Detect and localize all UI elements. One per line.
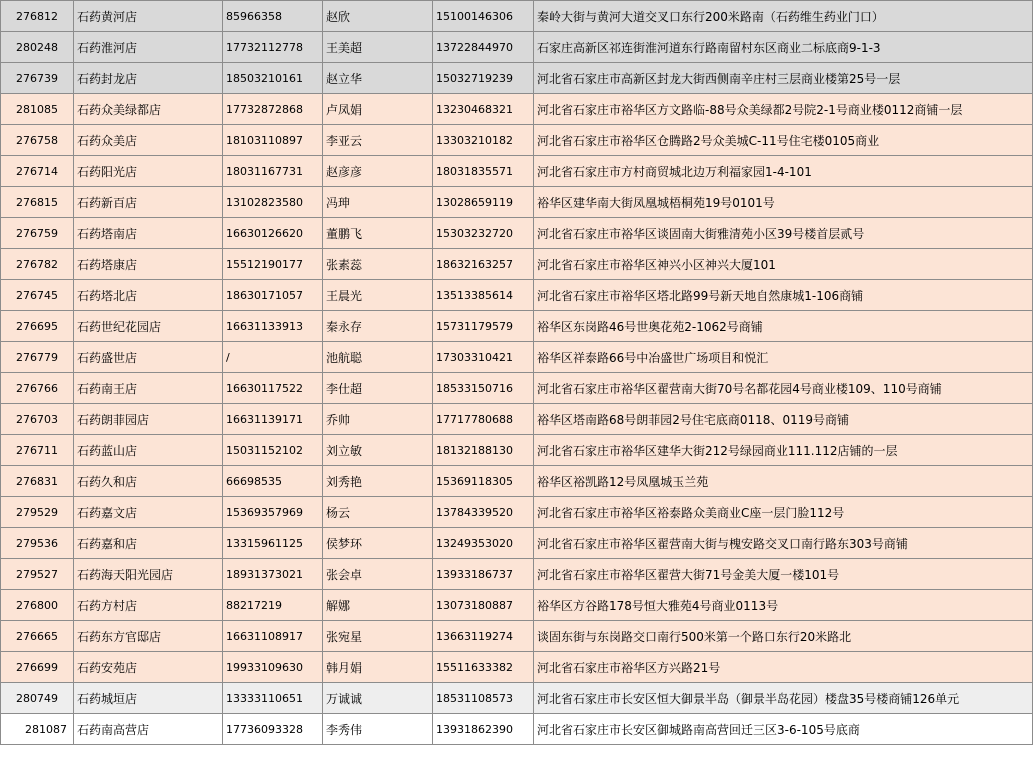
cell-store-phone[interactable]: 15031152102 <box>223 435 323 466</box>
cell-store-id[interactable]: 279536 <box>1 528 74 559</box>
cell-address[interactable]: 裕华区建华南大街凤凰城梧桐苑19号0101号 <box>534 187 1033 218</box>
cell-mobile[interactable]: 15100146306 <box>433 1 534 32</box>
cell-mobile[interactable]: 13303210182 <box>433 125 534 156</box>
cell-address[interactable]: 河北省石家庄市裕华区塔北路99号新天地自然康城1-106商铺 <box>534 280 1033 311</box>
cell-mobile[interactable]: 18132188130 <box>433 435 534 466</box>
cell-address[interactable]: 裕华区祥泰路66号中冶盛世广场项目和悦汇 <box>534 342 1033 373</box>
table-row <box>1 714 1033 745</box>
cell-manager[interactable]: 李秀伟 <box>323 714 433 745</box>
cell-store-name[interactable]: 石药朗菲园店 <box>74 404 223 435</box>
cell-mobile[interactable]: 15369118305 <box>433 466 534 497</box>
cell-store-name[interactable]: 石药众美店 <box>74 125 223 156</box>
cell-mobile[interactable]: 13073180887 <box>433 590 534 621</box>
cell-manager[interactable]: 池航聪 <box>323 342 433 373</box>
cell-address[interactable]: 谈固东街与东岗路交口南行500米第一个路口东行20米路北 <box>534 621 1033 652</box>
cell-address[interactable]: 河北省石家庄市裕华区仓腾路2号众美城C-11号住宅楼0105商业 <box>534 125 1033 156</box>
table-row <box>1 373 1033 404</box>
cell-address[interactable]: 河北省石家庄市裕华区建华大街212号绿园商业111.112店铺的一层 <box>534 435 1033 466</box>
table-row <box>1 435 1033 466</box>
cell-manager[interactable]: 赵彦彦 <box>323 156 433 187</box>
cell-store-id[interactable]: 276714 <box>1 156 74 187</box>
cell-store-id[interactable]: 276766 <box>1 373 74 404</box>
cell-store-name[interactable]: 石药世纪花园店 <box>74 311 223 342</box>
cell-store-id[interactable]: 276711 <box>1 435 74 466</box>
cell-manager[interactable]: 董鹏飞 <box>323 218 433 249</box>
cell-store-name[interactable]: 石药城垣店 <box>74 683 223 714</box>
table-row <box>1 32 1033 63</box>
cell-store-phone[interactable]: 15369357969 <box>223 497 323 528</box>
cell-store-phone[interactable]: 13333110651 <box>223 683 323 714</box>
cell-manager[interactable]: 刘秀艳 <box>323 466 433 497</box>
cell-address[interactable]: 裕华区东岗路46号世奥花苑2-1062号商铺 <box>534 311 1033 342</box>
cell-store-name[interactable]: 石药新百店 <box>74 187 223 218</box>
cell-address[interactable]: 石家庄高新区祁连街淮河道东行路南留村东区商业二标底商9-1-3 <box>534 32 1033 63</box>
cell-mobile[interactable]: 18031835571 <box>433 156 534 187</box>
cell-address[interactable]: 河北省石家庄市裕华区裕泰路众美商业C座一层门脸112号 <box>534 497 1033 528</box>
cell-store-phone[interactable]: 16631108917 <box>223 621 323 652</box>
cell-address[interactable]: 裕华区方谷路178号恒大雅苑4号商业0113号 <box>534 590 1033 621</box>
cell-store-name[interactable]: 石药阳光店 <box>74 156 223 187</box>
cell-store-name[interactable]: 石药盛世店 <box>74 342 223 373</box>
cell-manager[interactable]: 王晨光 <box>323 280 433 311</box>
cell-store-id[interactable]: 276695 <box>1 311 74 342</box>
cell-address[interactable]: 河北省石家庄市裕华区方文路临-88号众美绿都2号院2-1号商业楼0112商铺一层 <box>534 94 1033 125</box>
cell-store-phone[interactable]: 16631133913 <box>223 311 323 342</box>
cell-store-phone[interactable]: 88217219 <box>223 590 323 621</box>
cell-store-name[interactable]: 石药塔康店 <box>74 249 223 280</box>
cell-store-phone[interactable]: 16630126620 <box>223 218 323 249</box>
cell-store-phone[interactable]: 19933109630 <box>223 652 323 683</box>
table-row <box>1 559 1033 590</box>
cell-mobile[interactable]: 18531108573 <box>433 683 534 714</box>
cell-mobile[interactable]: 15032719239 <box>433 63 534 94</box>
cell-store-name[interactable]: 石药嘉文店 <box>74 497 223 528</box>
table-row <box>1 466 1033 497</box>
table-row <box>1 94 1033 125</box>
cell-store-phone[interactable]: 15512190177 <box>223 249 323 280</box>
table-row <box>1 404 1033 435</box>
table-row <box>1 590 1033 621</box>
cell-store-name[interactable]: 石药海天阳光园店 <box>74 559 223 590</box>
cell-store-name[interactable]: 石药黄河店 <box>74 1 223 32</box>
cell-store-name[interactable]: 石药蓝山店 <box>74 435 223 466</box>
cell-address[interactable]: 河北省石家庄市裕华区翟营南大街与槐安路交叉口南行路东303号商铺 <box>534 528 1033 559</box>
cell-mobile[interactable]: 13028659119 <box>433 187 534 218</box>
cell-store-phone[interactable]: 18503210161 <box>223 63 323 94</box>
cell-address[interactable]: 河北省石家庄市裕华区神兴小区神兴大厦101 <box>534 249 1033 280</box>
table-row <box>1 125 1033 156</box>
cell-store-id[interactable]: 279527 <box>1 559 74 590</box>
cell-address[interactable]: 秦岭大街与黄河大道交叉口东行200米路南（石药维生药业门口） <box>534 1 1033 32</box>
cell-store-name[interactable]: 石药塔北店 <box>74 280 223 311</box>
table-row <box>1 528 1033 559</box>
cell-address[interactable]: 河北省石家庄市高新区封龙大街西侧南辛庄村三层商业楼第25号一层 <box>534 63 1033 94</box>
table-row <box>1 63 1033 94</box>
cell-store-phone[interactable]: 17732112778 <box>223 32 323 63</box>
cell-manager[interactable]: 韩月娟 <box>323 652 433 683</box>
cell-mobile[interactable]: 13663119274 <box>433 621 534 652</box>
cell-manager[interactable]: 卢凤娟 <box>323 94 433 125</box>
table-row <box>1 280 1033 311</box>
cell-address[interactable]: 河北省石家庄市裕华区翟营南大街70号名都花园4号商业楼109、110号商铺 <box>534 373 1033 404</box>
cell-store-name[interactable]: 石药塔南店 <box>74 218 223 249</box>
cell-store-phone[interactable]: 18931373021 <box>223 559 323 590</box>
cell-manager[interactable]: 张会卓 <box>323 559 433 590</box>
cell-store-name[interactable]: 石药方村店 <box>74 590 223 621</box>
table-row <box>1 218 1033 249</box>
cell-address[interactable]: 裕华区塔南路68号朗菲园2号住宅底商0118、0119号商铺 <box>534 404 1033 435</box>
cell-mobile[interactable]: 18533150716 <box>433 373 534 404</box>
cell-mobile[interactable]: 13722844970 <box>433 32 534 63</box>
table-row <box>1 156 1033 187</box>
cell-store-id[interactable]: 276699 <box>1 652 74 683</box>
cell-store-phone[interactable]: 66698535 <box>223 466 323 497</box>
cell-store-name[interactable]: 石药安苑店 <box>74 652 223 683</box>
cell-store-phone[interactable]: 85966358 <box>223 1 323 32</box>
cell-store-phone[interactable]: 18031167731 <box>223 156 323 187</box>
table-row <box>1 249 1033 280</box>
cell-mobile[interactable]: 17303310421 <box>433 342 534 373</box>
cell-manager[interactable]: 解娜 <box>323 590 433 621</box>
cell-manager[interactable]: 赵欣 <box>323 1 433 32</box>
cell-mobile[interactable]: 15731179579 <box>433 311 534 342</box>
cell-store-id[interactable]: 276831 <box>1 466 74 497</box>
cell-store-id[interactable]: 276779 <box>1 342 74 373</box>
cell-store-id[interactable]: 281087 <box>1 714 74 745</box>
cell-manager[interactable]: 杨云 <box>323 497 433 528</box>
table-row <box>1 311 1033 342</box>
cell-mobile[interactable]: 13230468321 <box>433 94 534 125</box>
cell-address[interactable]: 河北省石家庄市长安区御城路南高营回迁三区3-6-105号底商 <box>534 714 1033 745</box>
cell-mobile[interactable]: 13933186737 <box>433 559 534 590</box>
cell-store-phone[interactable]: 16630117522 <box>223 373 323 404</box>
table-row <box>1 342 1033 373</box>
cell-mobile[interactable]: 13784339520 <box>433 497 534 528</box>
cell-manager[interactable]: 刘立敏 <box>323 435 433 466</box>
cell-address[interactable]: 河北省石家庄市裕华区翟营大街71号金美大厦一楼101号 <box>534 559 1033 590</box>
cell-store-name[interactable]: 石药众美绿都店 <box>74 94 223 125</box>
cell-store-name[interactable]: 石药东方官邸店 <box>74 621 223 652</box>
cell-store-id[interactable]: 276759 <box>1 218 74 249</box>
cell-store-id[interactable]: 276782 <box>1 249 74 280</box>
cell-address[interactable]: 河北省石家庄市裕华区方兴路21号 <box>534 652 1033 683</box>
cell-store-id[interactable]: 276815 <box>1 187 74 218</box>
cell-mobile[interactable]: 15511633382 <box>433 652 534 683</box>
cell-store-name[interactable]: 石药久和店 <box>74 466 223 497</box>
cell-store-name[interactable]: 石药嘉和店 <box>74 528 223 559</box>
cell-store-id[interactable]: 281085 <box>1 94 74 125</box>
table-row <box>1 621 1033 652</box>
cell-store-id[interactable]: 280749 <box>1 683 74 714</box>
cell-store-phone[interactable]: 18630171057 <box>223 280 323 311</box>
cell-address[interactable]: 裕华区裕凯路12号凤凰城玉兰苑 <box>534 466 1033 497</box>
cell-store-name[interactable]: 石药封龙店 <box>74 63 223 94</box>
cell-store-id[interactable]: 276703 <box>1 404 74 435</box>
table-row <box>1 652 1033 683</box>
cell-manager[interactable]: 秦永存 <box>323 311 433 342</box>
cell-manager[interactable]: 李亚云 <box>323 125 433 156</box>
cell-store-id[interactable]: 276812 <box>1 1 74 32</box>
cell-store-phone[interactable]: 17736093328 <box>223 714 323 745</box>
cell-store-phone[interactable]: 13102823580 <box>223 187 323 218</box>
cell-manager[interactable]: 乔帅 <box>323 404 433 435</box>
cell-store-phone[interactable]: 13315961125 <box>223 528 323 559</box>
cell-address[interactable]: 河北省石家庄市方村商贸城北边万利福家园1-4-101 <box>534 156 1033 187</box>
cell-store-id[interactable]: 279529 <box>1 497 74 528</box>
cell-address[interactable]: 河北省石家庄市长安区恒大御景半岛（御景半岛花园）楼盘35号楼商铺126单元 <box>534 683 1033 714</box>
cell-mobile[interactable]: 13249353020 <box>433 528 534 559</box>
cell-mobile[interactable]: 17717780688 <box>433 404 534 435</box>
table-row <box>1 187 1033 218</box>
cell-store-id[interactable]: 280248 <box>1 32 74 63</box>
table-row <box>1 497 1033 528</box>
cell-address[interactable]: 河北省石家庄市裕华区谈固南大街雅清苑小区39号楼首层贰号 <box>534 218 1033 249</box>
cell-store-id[interactable]: 276665 <box>1 621 74 652</box>
cell-store-phone[interactable]: 18103110897 <box>223 125 323 156</box>
cell-manager[interactable]: 侯梦环 <box>323 528 433 559</box>
cell-manager[interactable]: 张素蕊 <box>323 249 433 280</box>
cell-mobile[interactable]: 13931862390 <box>433 714 534 745</box>
cell-store-id[interactable]: 276745 <box>1 280 74 311</box>
cell-manager[interactable]: 赵立华 <box>323 63 433 94</box>
cell-store-name[interactable]: 石药南王店 <box>74 373 223 404</box>
cell-manager[interactable]: 王美超 <box>323 32 433 63</box>
cell-store-phone[interactable]: / <box>223 342 323 373</box>
cell-mobile[interactable]: 18632163257 <box>433 249 534 280</box>
cell-store-phone[interactable]: 17732872868 <box>223 94 323 125</box>
cell-manager[interactable]: 张宛星 <box>323 621 433 652</box>
cell-manager[interactable]: 李仕超 <box>323 373 433 404</box>
cell-manager[interactable]: 万诚诚 <box>323 683 433 714</box>
cell-manager[interactable]: 冯珅 <box>323 187 433 218</box>
cell-store-name[interactable]: 石药淮河店 <box>74 32 223 63</box>
cell-store-name[interactable]: 石药南高营店 <box>74 714 223 745</box>
cell-mobile[interactable]: 15303232720 <box>433 218 534 249</box>
table-row <box>1 1 1033 32</box>
cell-store-id[interactable]: 276739 <box>1 63 74 94</box>
cell-store-id[interactable]: 276800 <box>1 590 74 621</box>
cell-store-phone[interactable]: 16631139171 <box>223 404 323 435</box>
cell-store-id[interactable]: 276758 <box>1 125 74 156</box>
table-row <box>1 683 1033 714</box>
cell-mobile[interactable]: 13513385614 <box>433 280 534 311</box>
